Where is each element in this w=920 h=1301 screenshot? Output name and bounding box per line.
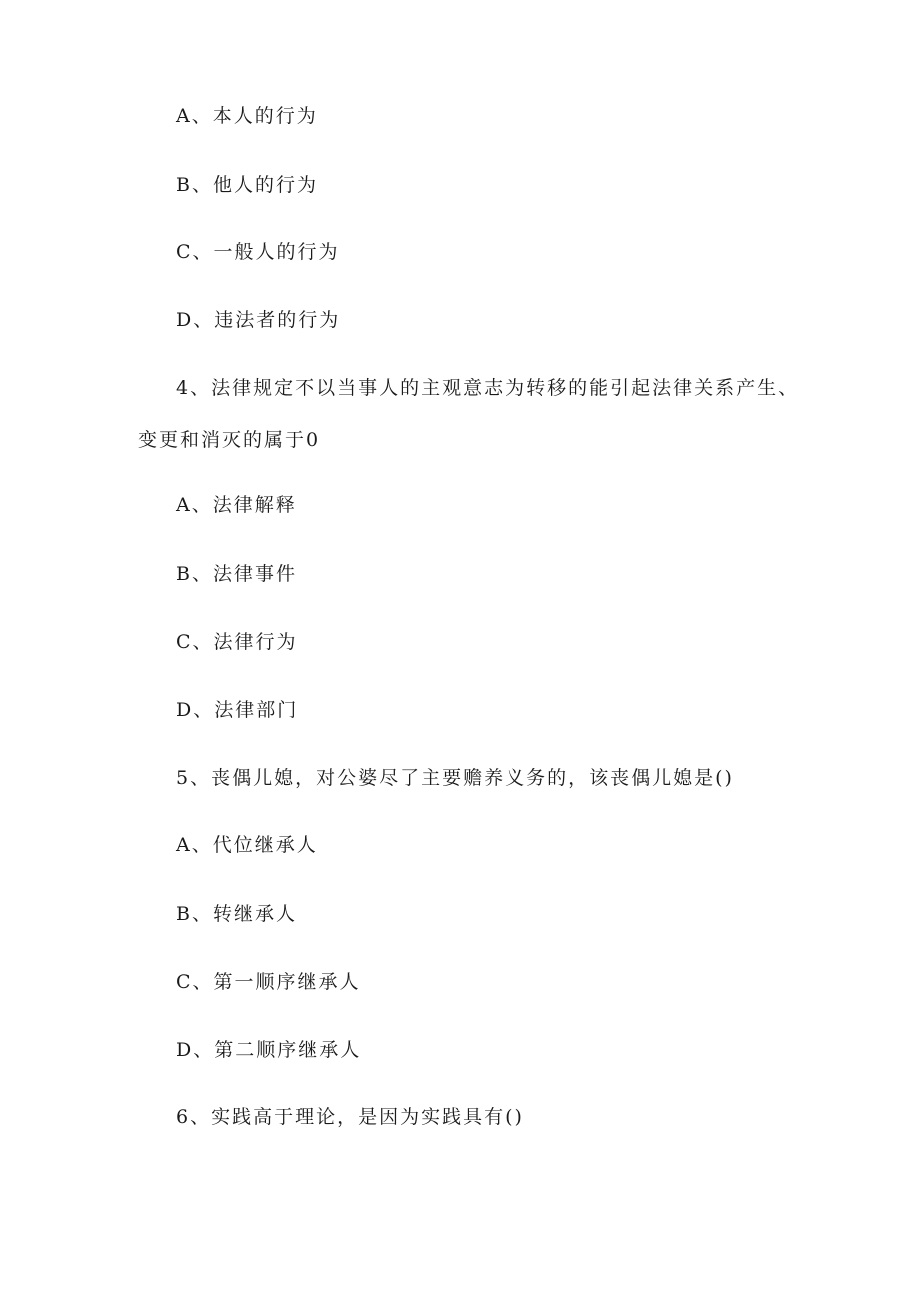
option-a-text: A、本人的行为 xyxy=(176,105,318,127)
question-6-text: 6、实践高于理论，是因为实践具有() xyxy=(176,1106,524,1128)
option-c-text: C、法律行为 xyxy=(176,631,298,653)
option-a-text: A、代位继承人 xyxy=(176,834,318,856)
option-a-text: A、法律解释 xyxy=(176,494,297,516)
option-d-text: D、违法者的行为 xyxy=(176,309,341,331)
option-d-text: D、法律部门 xyxy=(176,699,299,721)
option-c-text: C、一般人的行为 xyxy=(176,241,340,263)
option-d-text: D、第二顺序继承人 xyxy=(176,1039,362,1061)
question-4-text: 4、法律规定不以当事人的主观意志为转移的能引起法律关系产生、 xyxy=(176,377,800,399)
question-5-text: 5、丧偶儿媳，对公婆尽了主要赡养义务的，该丧偶儿媳是() xyxy=(176,767,734,789)
option-b-text: B、法律事件 xyxy=(176,563,297,585)
question-4-continuation: 变更和消灭的属于0 xyxy=(138,429,321,451)
option-b-text: B、他人的行为 xyxy=(176,174,318,196)
option-c-text: C、第一顺序继承人 xyxy=(176,971,361,993)
option-b-text: B、转继承人 xyxy=(176,903,297,925)
